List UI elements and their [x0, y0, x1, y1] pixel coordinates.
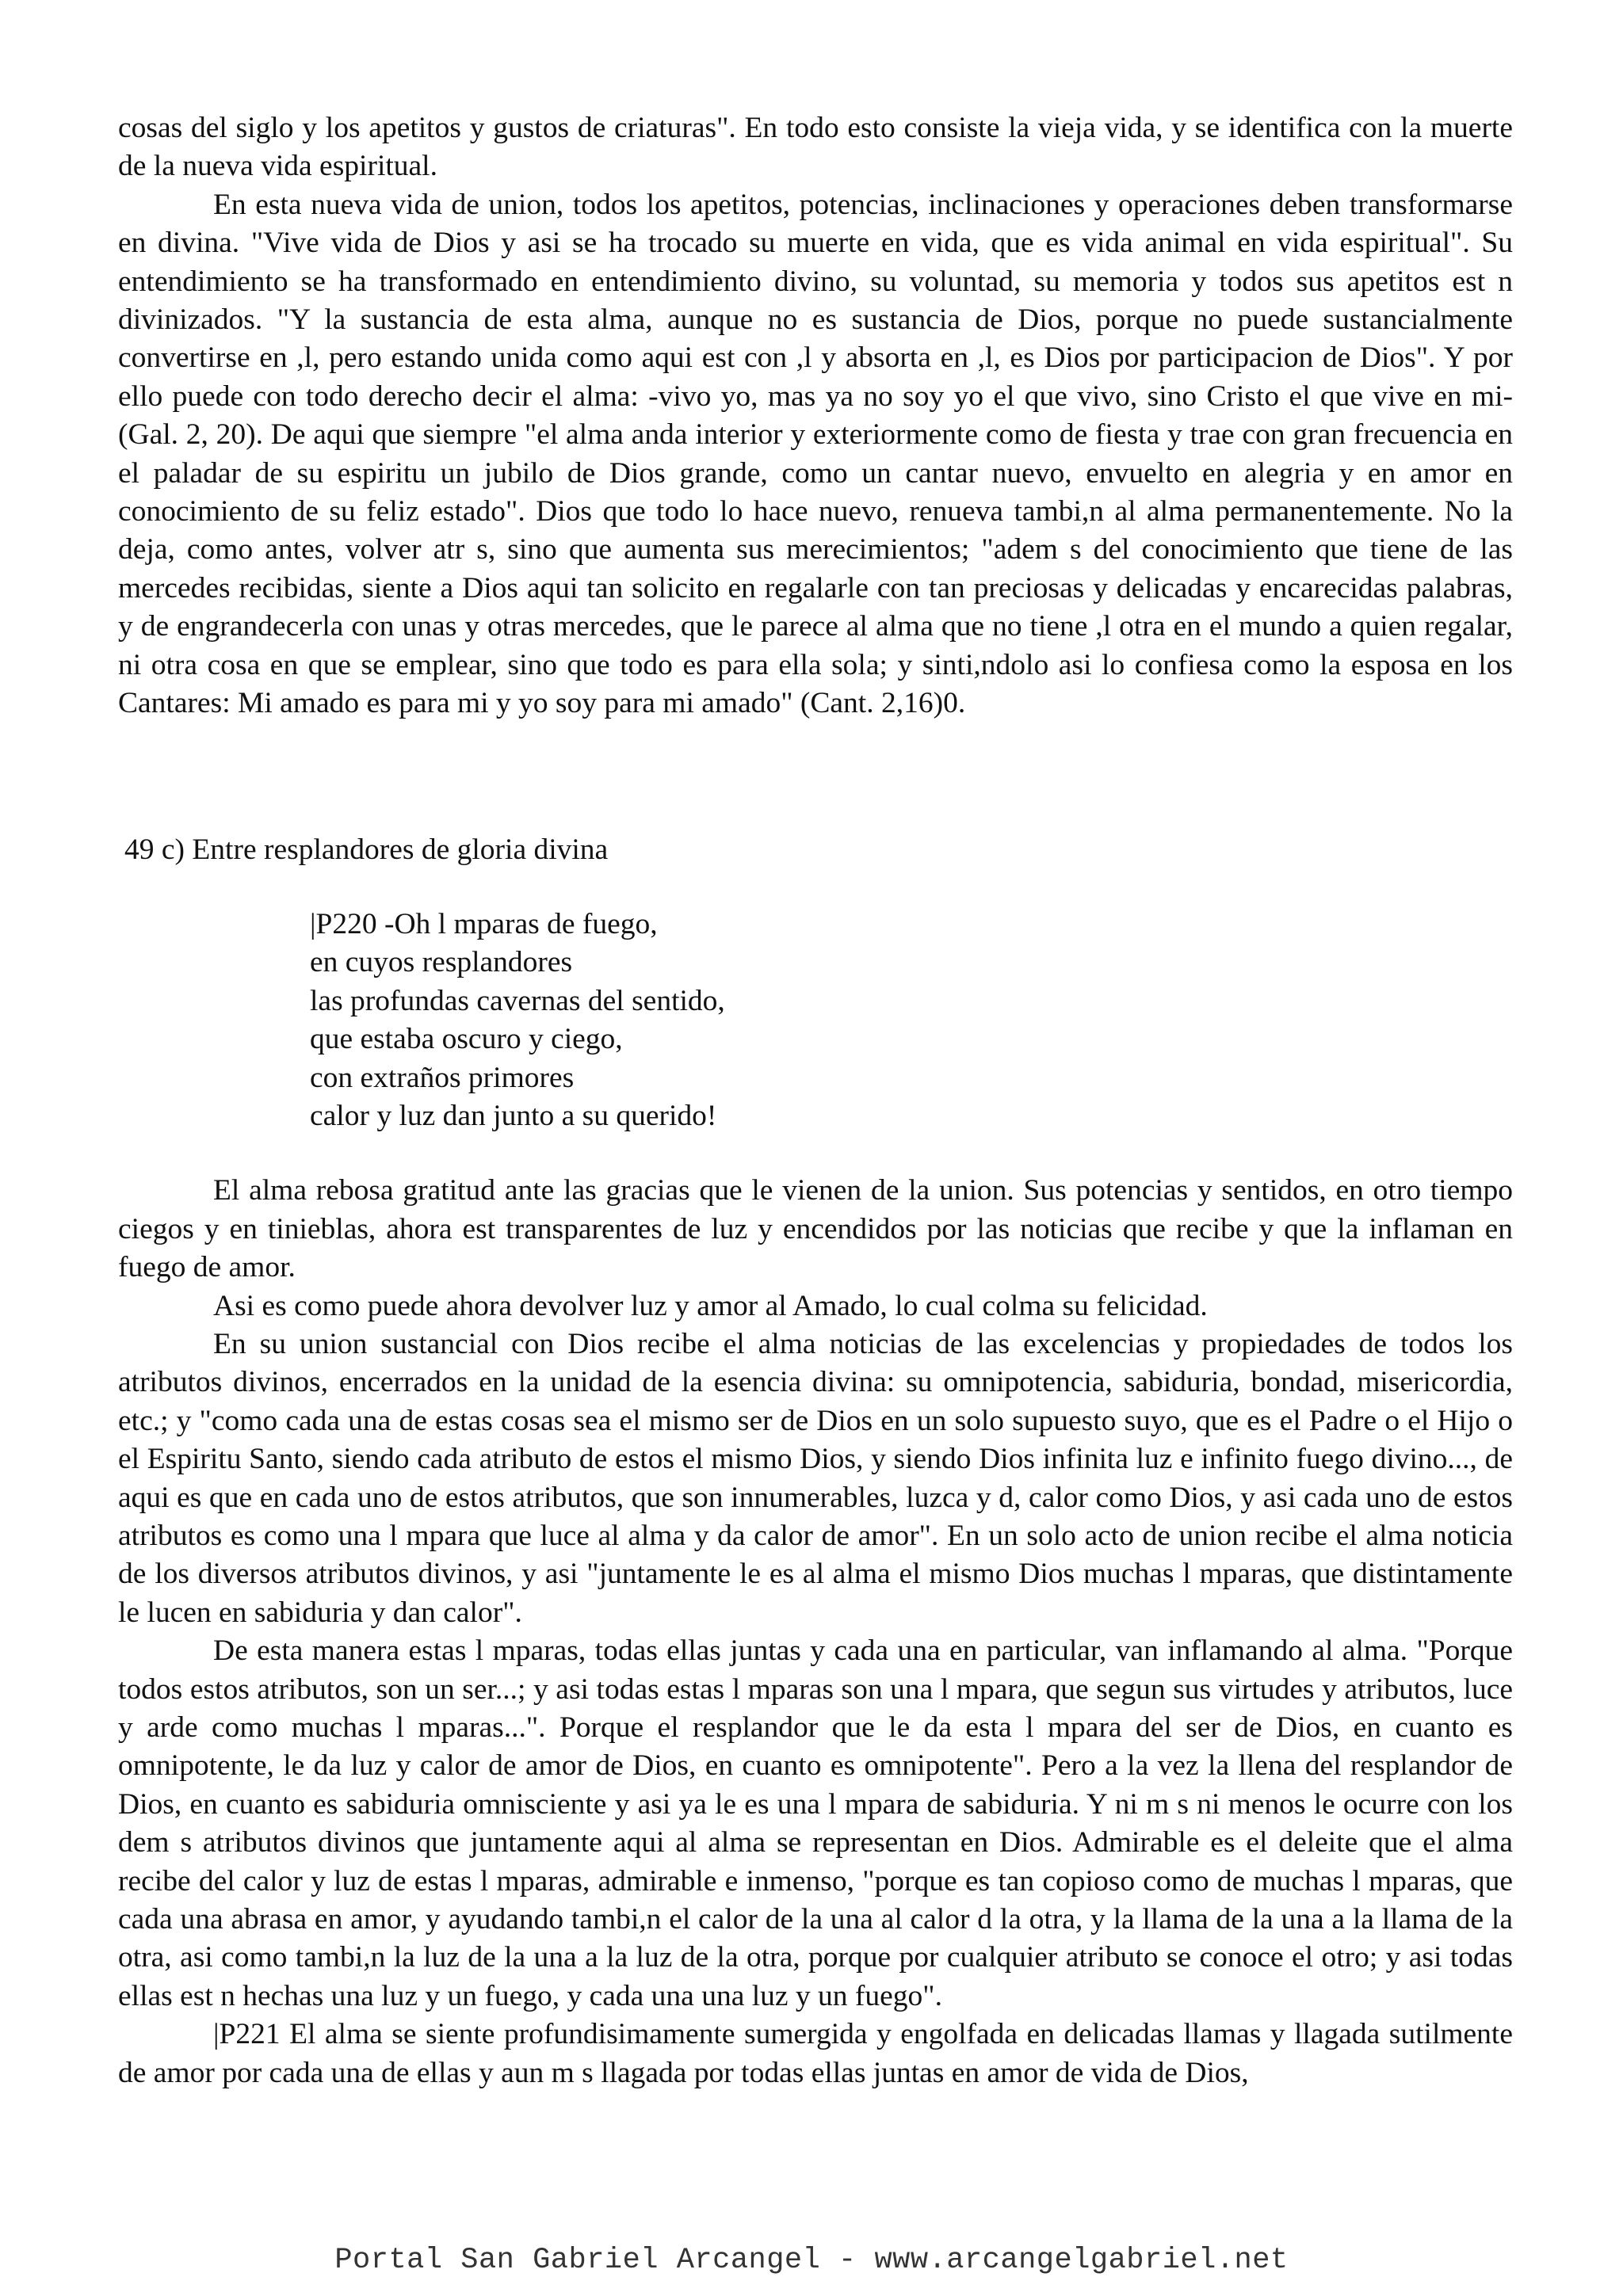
page-footer: Portal San Gabriel Arcangel - www.arcangelgabriel.net [334, 2244, 1289, 2277]
paragraph: cosas del siglo y los apetitos y gustos de criaturas". En todo esto consiste la vieja vida, y se identifica con la muerte de la nueva vida espiritual. [118, 112, 1513, 183]
paragraph: El alma rebosa gratitud ante las gracias que le vienen de la union. Sus potencias y sentidos, en otro tiempo ciegos y en tinieblas, ahora est transparentes de luz y encendidos por las noticias que recibe y que la inflaman en fuego de amor. [118, 1174, 1513, 1284]
paragraph: Asi es como puede ahora devolver luz y amor al Amado, lo cual colma su felicidad. [213, 1289, 1208, 1322]
section-heading: 49 c) Entre resplandores de gloria divina [124, 833, 609, 866]
poem-line: calor y luz dan junto a su querido! [310, 1099, 717, 1132]
paragraph: En su union sustancial con Dios recibe el alma noticias de las excelencias y propiedades de todos los atributos divinos, encerrados en la unidad de la esencia divina: su omnipotencia, sabiduria, bondad, misericordia, etc.; y "como cada una de estas cosas sea el mismo ser de Dios en un solo supuesto suyo, que es el Padre o el Hijo o el Espiritu Santo, siendo cada atributo de estos el mismo Dios, y siendo Dios infinita luz e infinito fuego divino..., de aqui es que en cada uno de estos atributos, que son innumerables, luzca y d, calor como Dios, y asi cada uno de estos atributos es como una l mpara que luce al alma y da calor de amor". En un solo acto de union recibe el alma noticia de los diversos atributos divinos, y asi "juntamente le es al alma el mismo Dios muchas l mparas, que distintamente le lucen en sabiduria y dan calor". [118, 1327, 1513, 1629]
poem-stanza [310, 906, 1513, 1135]
paragraph: |P221 El alma se siente profundisimamente sumergida y engolfada en delicadas llamas y llagada sutilmente de amor por cada una de ellas y aun m s llagada por todas ellas juntas en amor de vida de Dios, [118, 2018, 1513, 2089]
poem-line: con extraños primores [310, 1061, 575, 1094]
poem-line: las profundas cavernas del sentido, [310, 984, 725, 1017]
document-page [118, 109, 1513, 2092]
poem-line: que estaba oscuro y ciego, [310, 1023, 623, 1056]
paragraph: En esta nueva vida de union, todos los apetitos, potencias, inclinaciones y operaciones deben transformarse en divina. "Vive vida de Dios y asi se ha trocado su muerte en vida, que es vida animal en vida espiritual". Su entendimiento se ha transformado en entendimiento divino, su voluntad, su memoria y todos sus apetitos est n divinizados. "Y la sustancia de esta alma, aunque no es sustancia de Dios, porque no puede sustancialmente convertirse en ,l, pero estando unida como aqui est con ,l y absorta en ,l, es Dios por participacion de Dios". Y por ello puede con todo derecho decir el alma: -vivo yo, mas ya no soy yo el que vivo, sino Cristo el que vive en mi- (Gal. 2, 20). De aqui que siempre "el alma anda interior y exteriormente como de fiesta y trae con gran frecuencia en el paladar de su espiritu un jubilo de Dios grande, como un cantar nuevo, envuelto en alegria y en amor en conocimiento de su feliz estado". Dios que todo lo hace nuevo, renueva tambi,n al alma permanentemente. No la deja, como antes, volver atr s, sino que aumenta sus merecimientos; "adem s del conocimiento que tiene de las mercedes recibidas, siente a Dios aqui tan solicito en regalarle con tan preciosas y delicadas y encarecidas palabras, y de engrandecerla con unas y otras mercedes, que le parece al alma que no tiene ,l otra en el mundo a quien regalar, ni otra cosa en que se emplear, sino que todo es para ella sola; y sinti,ndolo asi lo confiesa como la esposa en los Cantares: Mi amado es para mi y yo soy para mi amado" (Cant. 2,16)0. [118, 188, 1513, 720]
poem-line: en cuyos resplandores [310, 946, 573, 979]
paragraph: De esta manera estas l mparas, todas ellas juntas y cada una en particular, van inflamando al alma. "Porque todos estos atributos, son un ser...; y asi todas estas l mparas son una l mpara, que segun sus virtudes y atributos, luce y arde como muchas l mparas...". Porque el resplandor que le da esta l mpara del ser de Dios, en cuanto es omnipotente, le da luz y calor de amor de Dios, en cuanto es omnipotente". Pero a la vez la llena del resplandor de Dios, en cuanto es sabiduria omnisciente y asi ya le es una l mpara de sabiduria. Y ni m s ni menos le ocurre con los dem s atributos divinos que juntamente aqui al alma se representan en Dios. Admirable es el deleite que el alma recibe del calor y luz de estas l mparas, admirable e inmenso, "porque es tan copioso como de muchas l mparas, que cada una abrasa en amor, y ayudando tambi,n el calor de la una al calor d la otra, y la llama de la una a la llama de la otra, asi como tambi,n la luz de la una a la luz de la otra, porque por cualquier atributo se conoce el otro; y asi todas ellas est n hechas una luz y un fuego, y cada una una luz y un fuego". [118, 1634, 1513, 2012]
poem-line: |P220 -Oh l mparas de fuego, [310, 907, 658, 940]
